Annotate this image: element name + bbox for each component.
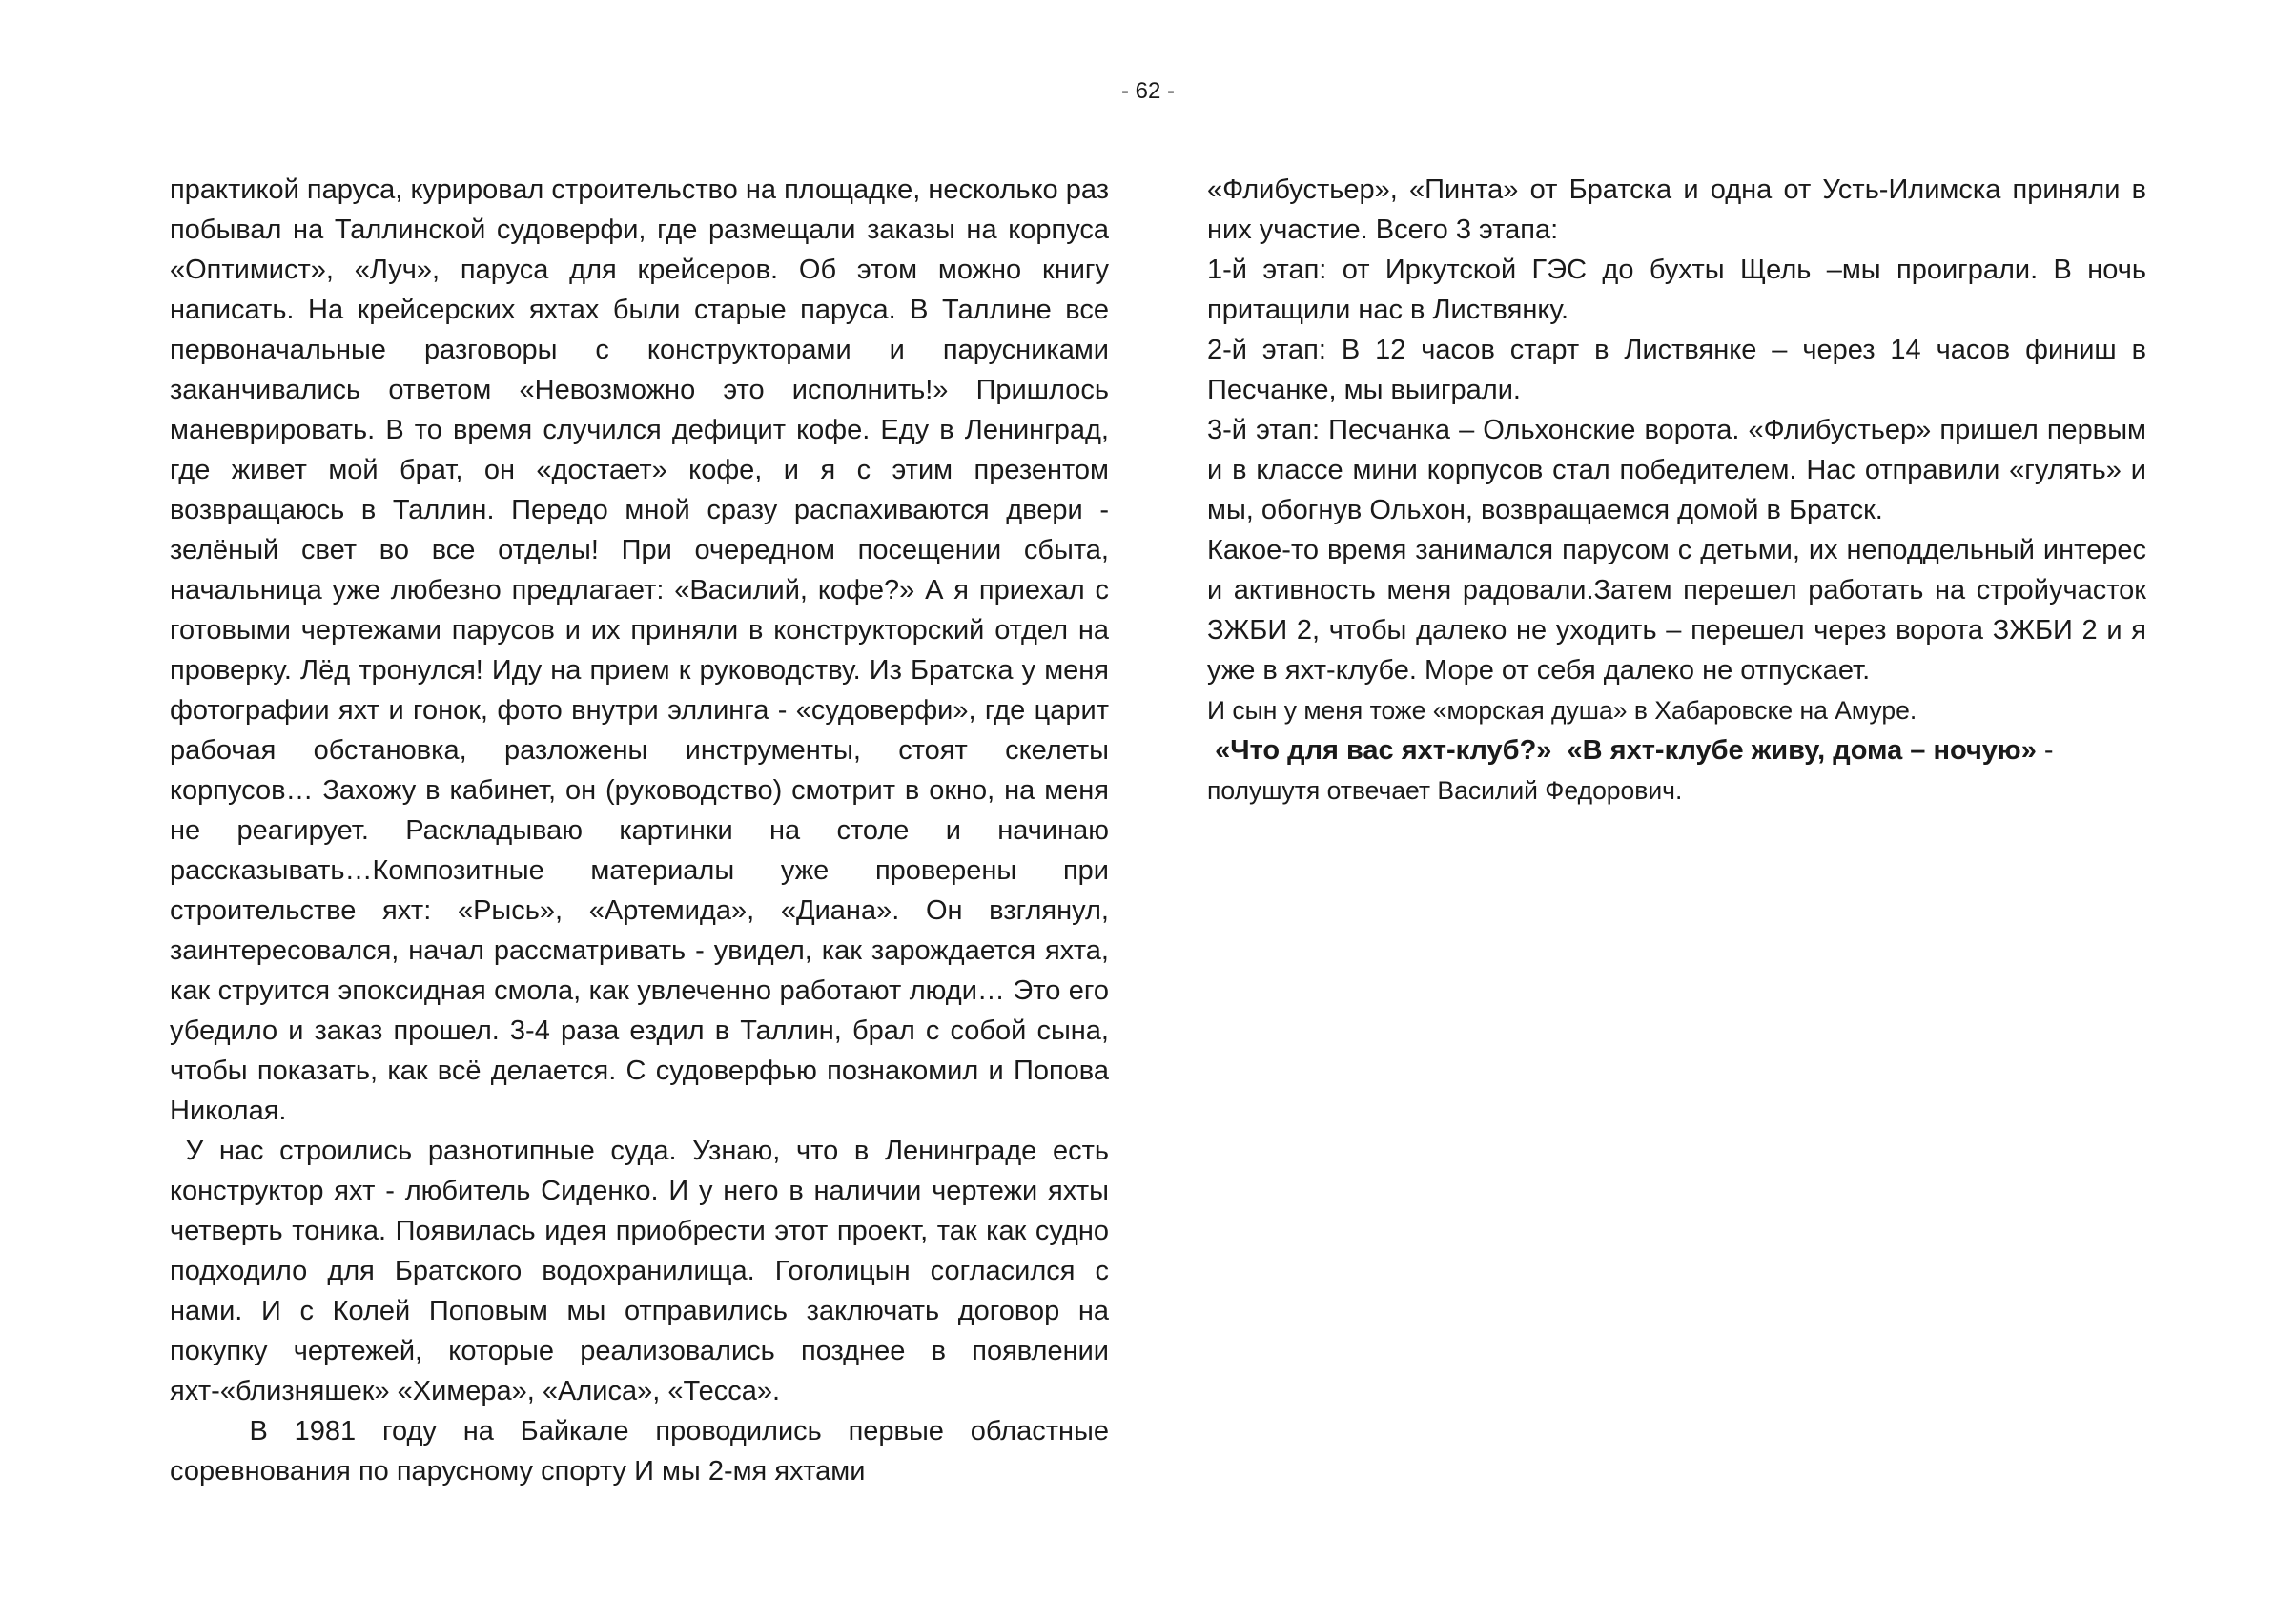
- left-column: [170, 170, 1117, 1491]
- son-line: И сын у меня тоже «морская душа» в Хабаровске на Амуре.: [1207, 696, 1917, 725]
- paragraph: В 1981 году на Байкале проводились первые областные соревнования по парусному спорту И мы 2-мя яхтами: [170, 1416, 1117, 1487]
- quote-question: «Что для вас яхт-клуб?»: [1207, 735, 1552, 766]
- paragraph: «Флибустьер», «Пинта» от Братска и одна от Усть-Илимска приняли в них участие. Всего 3 этапа:: [1207, 174, 2146, 245]
- attribution-text: полушутя отвечает Василий Федорович.: [1207, 776, 1683, 805]
- interview-quote: [1207, 730, 2146, 770]
- paragraph: практикой паруса, курировал строительство на площадке, несколько раз побывал на Таллинской судоверфи, где размещали заказы на корпуса «Оптимист», «Луч», паруса для крейсеров. Об этом можно книгу написать. На крейсерских яхтах были старые паруса. В Таллине все первоначальные разговоры с конструкторами и парусниками заканчивались ответом «Невозможно это исполнить!» Пришлось маневрировать. В то время случился дефицит кофе. Еду в Ленинград, где живет мой брат, он «достает» кофе, и я с этим презентом возвращаюсь в Таллин. Передо мной сразу распахиваются двери - зелёный свет во все отделы! При очередном посещении сбыта, начальница уже любезно предлагает: «Василий, кофе?» А я приехал с готовыми чертежами парусов и их приняли в конструкторский отдел на проверку. Лёд тронулся! Иду на прием к руководству. Из Братска у меня фотографии яхт и гонок, фото внутри эллинга - «судоверфи», где царит рабочая обстановка, разложены инструменты, стоят скелеты корпусов… Захожу в кабинет, он (руководство) смотрит в окно, на меня не реагирует. Раскладываю картинки на столе и начинаю рассказывать…Композитные материалы уже проверены при строительстве яхт: «Рысь», «Артемида», «Диана». Он взглянул, заинтересовался, начал рассматривать - увидел, как зарождается яхта, как струится эпоксидная смола, как увлеченно работают люди… Это его убедило и заказ прошел. 3-4 раза ездил в Таллин, брал с собой сына, чтобы показать, как всё делается. С судоверфью познакомил и Попова Николая.: [170, 174, 1109, 1126]
- paragraph: Какое-то время занимался парусом с детьми, их неподдельный интерес и активность меня радовали.Затем перешел работать на стройучасток ЗЖБИ 2, чтобы далеко не уходить – перешел через ворота ЗЖБИ 2 и я уже в яхт-клубе. Море от себя далеко не отпускает.: [1207, 535, 2146, 686]
- paragraph: 1-й этап: от Иркутской ГЭС до бухты Щель –мы проиграли. В ночь притащили нас в Листвянку.: [1207, 255, 2146, 325]
- page-number: - 62 -: [1120, 78, 1175, 104]
- right-column: [1207, 170, 2146, 810]
- quote-answer: «В яхт-клубе живу, дома – ночую»: [1551, 735, 2037, 766]
- attribution: [1207, 770, 2146, 810]
- quote-dash: -: [2036, 735, 2054, 766]
- paragraph: У нас строились разнотипные суда. Узнаю, что в Ленинграде есть конструктор яхт - любитель Сиденко. И у него в наличии чертежи яхты четверть тоника. Появилась идея приобрести этот проект, так как судно подходило для Братского водохранилища. Гоголицын согласился с нами. И с Колей Поповым мы отправились заключать договор на покупку чертежей, которые реализовались позднее в появлении яхт-«близняшек» «Химера», «Алиса», «Тесса».: [170, 1136, 1117, 1406]
- paragraph: 3-й этап: Песчанка – Ольхонские ворота. «Флибустьер» пришел первым и в классе мини корпусов стал победителем. Нас отправили «гулять» и мы, обогнув Ольхон, возвращаемся домой в Братск.: [1207, 415, 2146, 525]
- paragraph: 2-й этап: В 12 часов старт в Листвянке – через 14 часов финиш в Песчанке, мы выиграли.: [1207, 335, 2146, 405]
